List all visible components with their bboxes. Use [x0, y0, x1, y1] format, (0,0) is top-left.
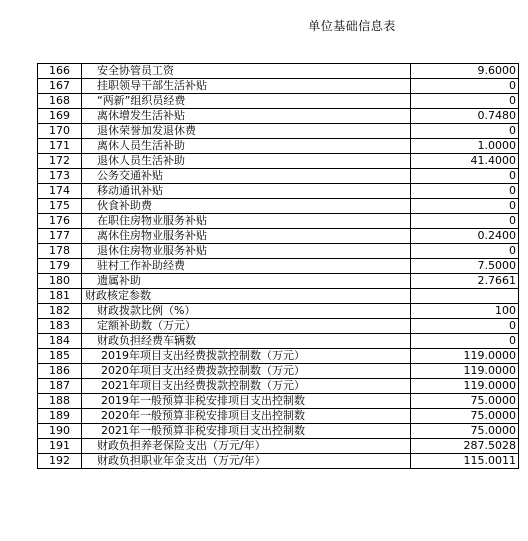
row-value: 119.0000	[411, 349, 519, 364]
row-number: 192	[38, 454, 82, 469]
row-value: 75.0000	[411, 409, 519, 424]
row-item-name: 2021年项目支出经费拨款控制数（万元）	[82, 379, 411, 394]
table-row	[38, 154, 519, 169]
row-number: 190	[38, 424, 82, 439]
row-item-name: 财政负担经费车辆数	[82, 334, 411, 349]
row-item-name: 公务交通补贴	[82, 169, 411, 184]
row-number: 175	[38, 199, 82, 214]
document-title: 单位基础信息表	[308, 19, 396, 33]
row-value: 0	[411, 184, 519, 199]
row-value: 119.0000	[411, 379, 519, 394]
row-item-name: 挂职领导干部生活补贴	[82, 79, 411, 94]
row-item-name: 驻村工作补助经费	[82, 259, 411, 274]
row-value: 115.0011	[411, 454, 519, 469]
row-value: 75.0000	[411, 394, 519, 409]
row-item-name: 离休增发生活补贴	[82, 109, 411, 124]
row-number: 182	[38, 304, 82, 319]
table-row	[38, 64, 519, 79]
row-value: 119.0000	[411, 364, 519, 379]
row-number: 181	[38, 289, 82, 304]
table-row	[38, 124, 519, 139]
table-row	[38, 334, 519, 349]
table-row	[38, 184, 519, 199]
row-number: 171	[38, 139, 82, 154]
row-value: 7.5000	[411, 259, 519, 274]
row-number: 178	[38, 244, 82, 259]
row-value: 0	[411, 214, 519, 229]
row-number: 185	[38, 349, 82, 364]
row-item-name: 伙食补助费	[82, 199, 411, 214]
row-value: 0	[411, 94, 519, 109]
table-row	[38, 304, 519, 319]
table-row	[38, 109, 519, 124]
row-item-name: 退休人员生活补助	[82, 154, 411, 169]
row-number: 166	[38, 64, 82, 79]
row-value: 2.7661	[411, 274, 519, 289]
row-number: 169	[38, 109, 82, 124]
row-number: 184	[38, 334, 82, 349]
row-value: 287.5028	[411, 439, 519, 454]
table-row	[38, 319, 519, 334]
row-value: 0	[411, 199, 519, 214]
row-number: 177	[38, 229, 82, 244]
row-item-name: 离休住房物业服务补贴	[82, 229, 411, 244]
row-number: 170	[38, 124, 82, 139]
row-item-name: 离休人员生活补助	[82, 139, 411, 154]
row-item-name: 2020年一般预算非税安排项目支出控制数	[82, 409, 411, 424]
row-item-name: “两新”组织员经费	[82, 94, 411, 109]
base-info-table	[37, 63, 519, 469]
row-value: 0	[411, 79, 519, 94]
row-item-name: 遗属补助	[82, 274, 411, 289]
row-number: 183	[38, 319, 82, 334]
row-item-name: 2019年项目支出经费拨款控制数（万元）	[82, 349, 411, 364]
row-number: 174	[38, 184, 82, 199]
row-value: 41.4000	[411, 154, 519, 169]
table-row	[38, 364, 519, 379]
row-item-name: 在职住房物业服务补贴	[82, 214, 411, 229]
table-row	[38, 79, 519, 94]
row-item-name: 财政负担养老保险支出（万元/年）	[82, 439, 411, 454]
table-body	[38, 64, 519, 469]
row-item-name: 财政拨款比例（%）	[82, 304, 411, 319]
table-row	[38, 259, 519, 274]
table-row	[38, 394, 519, 409]
row-item-name: 财政核定参数	[82, 289, 411, 304]
row-value: 0	[411, 244, 519, 259]
row-number: 191	[38, 439, 82, 454]
row-item-name: 财政负担职业年金支出（万元/年）	[82, 454, 411, 469]
table-row	[38, 199, 519, 214]
row-item-name: 退休住房物业服务补贴	[82, 244, 411, 259]
row-number: 167	[38, 79, 82, 94]
row-item-name: 2019年一般预算非税安排项目支出控制数	[82, 394, 411, 409]
row-item-name: 退休荣誉加发退休费	[82, 124, 411, 139]
row-value: 9.6000	[411, 64, 519, 79]
row-value: 100	[411, 304, 519, 319]
row-value: 0	[411, 169, 519, 184]
row-value: 0	[411, 124, 519, 139]
row-number: 168	[38, 94, 82, 109]
row-item-name: 定额补助数（万元）	[82, 319, 411, 334]
row-value: 0.7480	[411, 109, 519, 124]
row-item-name: 2020年项目支出经费拨款控制数（万元）	[82, 364, 411, 379]
table-row	[38, 94, 519, 109]
row-number: 176	[38, 214, 82, 229]
row-value: 1.0000	[411, 139, 519, 154]
table-row	[38, 139, 519, 154]
table-row	[38, 379, 519, 394]
row-value: 0	[411, 334, 519, 349]
row-item-name: 2021年一般预算非税安排项目支出控制数	[82, 424, 411, 439]
row-item-name: 安全协管员工资	[82, 64, 411, 79]
row-number: 172	[38, 154, 82, 169]
row-value: 0.2400	[411, 229, 519, 244]
row-number: 180	[38, 274, 82, 289]
row-item-name: 移动通讯补贴	[82, 184, 411, 199]
row-number: 189	[38, 409, 82, 424]
row-value	[411, 289, 519, 304]
table-row	[38, 229, 519, 244]
row-number: 186	[38, 364, 82, 379]
table-row	[38, 289, 519, 304]
table-row	[38, 214, 519, 229]
table-row	[38, 244, 519, 259]
row-value: 0	[411, 319, 519, 334]
row-number: 173	[38, 169, 82, 184]
row-number: 187	[38, 379, 82, 394]
table-row	[38, 439, 519, 454]
row-number: 179	[38, 259, 82, 274]
table-row	[38, 169, 519, 184]
table-row	[38, 274, 519, 289]
table-row	[38, 424, 519, 439]
table-row	[38, 409, 519, 424]
row-value: 75.0000	[411, 424, 519, 439]
table-row	[38, 349, 519, 364]
row-number: 188	[38, 394, 82, 409]
table-row	[38, 454, 519, 469]
